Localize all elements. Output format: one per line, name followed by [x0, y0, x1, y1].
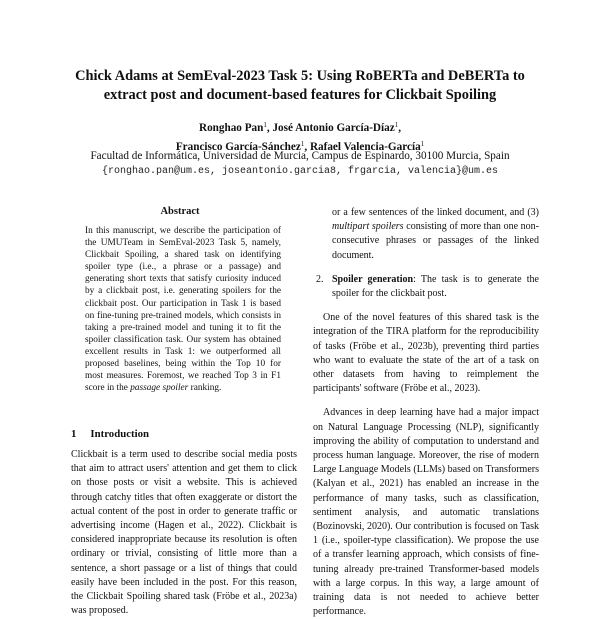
affiliation-mark: 1	[394, 121, 399, 129]
affiliation-mark: 1	[300, 140, 305, 148]
section-title: Introduction	[90, 428, 150, 440]
abstract-heading: Abstract	[160, 206, 200, 217]
abstract-body	[85, 225, 281, 394]
author-emails: {ronghao.pan@um.es, joseantonio.garcia8, frgarcia, valencia}@um.es	[101, 166, 499, 177]
introduction-paragraph: Clickbait is a term used to describe social media posts that aim to attract users' attention and get them to click on those posts or visit a website. This is achieved through catchy titles that often exaggerate or distort the actual content of the post in order to generate traffic or advertising income (Hagen et al., 2022). Clickbait is considered inappropriate because its resolution is often ordinary or trivial, consisting of little more than a sentence, a short passage or a list of things that could easily have been included in the post. For this reason, the Clickbait Spoiling shared task (Fröbe et al., 2023a) was proposed.	[71, 449, 297, 617]
title-line-1: Chick Adams at SemEval-2023 Task 5: Using RoBERTa and DeBERTa to	[75, 68, 525, 84]
affiliation: Facultad de Informática, Universidad de Murcia, Campus de Espinardo, 30100 Murcia, Spain	[90, 150, 510, 162]
list-item-spoiler-generation	[313, 273, 539, 301]
abstract-emphasis: passage spoiler	[130, 383, 189, 394]
author-line-2: Francisco García-Sánchez$^1$, Rafael Valencia-García$^1$	[175, 140, 425, 153]
author-line-1: Ronghao Pan$^1$, José Antonio García-Díaz$^1$,	[199, 121, 401, 134]
introduction-body	[71, 448, 297, 618]
abstract-text-end: ranking.	[190, 383, 222, 394]
section-number: 1	[71, 428, 77, 440]
paper-title	[40, 67, 560, 105]
list-emphasis: multipart spoilers	[332, 221, 404, 233]
list-item-label: Spoiler generation	[332, 273, 414, 285]
paragraph-deep-learning: Advances in deep learning have had a major impact on Natural Language Processing (NLP), significantly improving the ability of computation to understand and process human language. Moreover, the rise of modern Large Language Models (LLMs) based on Transformers (Kalyan et al., 2021) has enabled an increase in the performance of many tasks, such as classification, sentiment analysis, and automatic translations (Bozinovski, 2020). Our contribution is focused on Task 1 (i.e., spoiler-type classification). We propose the use of a transfer learning approach, which consists of fine-tuning already pre-trained Transformer-based models with a large corpus. In this way, a large amount of training data is not needed to achieve better performance.	[313, 407, 539, 618]
list-marker: 2.	[316, 273, 324, 285]
list-text: or a few sentences of the linked document, and (3)	[332, 207, 539, 218]
right-column	[313, 206, 539, 619]
abstract-text: In this manuscript, we describe the participation of the UMUTeam in SemEval-2023 Task 5, namely, Clickbait Spoiling, a shared task on identifying spoiler type (i.e., a phrase or a passage) and generating short texts that satisfy curiosity induced by a clickbait post, i.e. generating spoilers for the clickbait post. Our participation in Task 1 is based on fine-tuning pre-trained models, which consists in taking a pre-trained model and tuning it to fit the spoiler classification task. Our system has obtained excellent results in Task 1: we outperformed all proposed baselines, being within the Top 10 for most measures. Foremost, we reached Top 3 in F1 score in the	[85, 226, 281, 394]
author-name: José Antonio García-Díaz	[272, 122, 395, 134]
affiliation-mark: 1	[420, 140, 425, 148]
author-name: Ronghao Pan	[199, 122, 264, 134]
list-item-continuation	[313, 206, 539, 263]
section-heading-introduction	[71, 428, 149, 440]
title-line-2: extract post and document-based features for Clickbait Spoiling	[103, 87, 497, 103]
abstract-paragraph	[85, 225, 281, 394]
affiliation-mark: 1	[263, 121, 267, 129]
list-text-end: consisting of more than one non-consecutive phrases or passages of the linked document.	[332, 221, 540, 261]
paragraph-tira: One of the novel features of this shared task is the integration of the TIRA platform for the reproducibility of tasks (Fröbe et al., 2023b), preventing third parties who want to evaluate the state of the art of a task on other datasets from having to reimplement the participants' software (Fröbe et al., 2023).	[313, 312, 539, 395]
author-name: Francisco García-Sánchez	[175, 141, 301, 153]
author-name: Rafael Valencia-García	[309, 141, 421, 153]
list-item-text: : The task is to generate the spoiler for the clickbait post.	[332, 273, 539, 300]
